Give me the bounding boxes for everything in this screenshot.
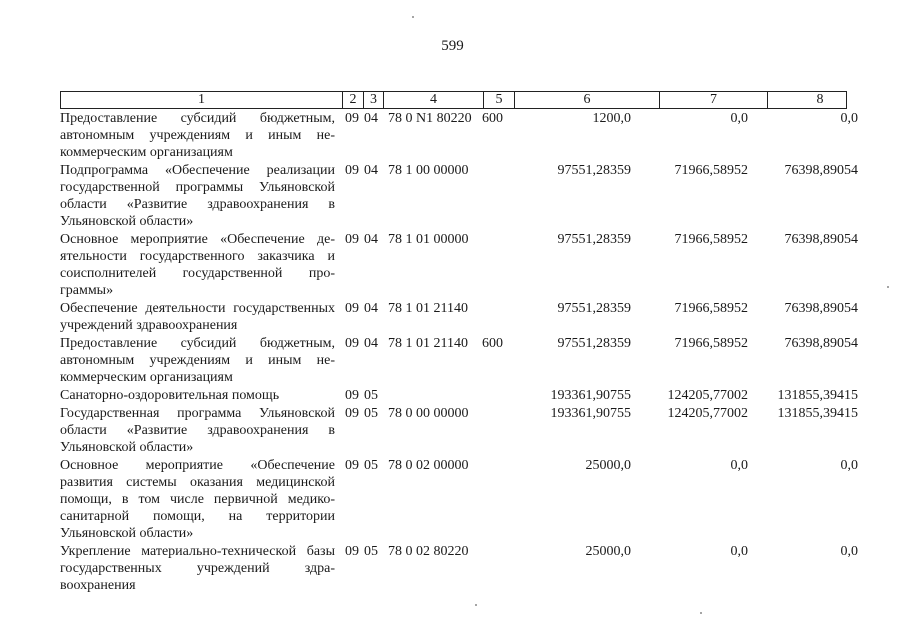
row-subsection: 05 — [364, 458, 378, 473]
header-cell-3: 3 — [363, 92, 383, 108]
row-amount-1: 25000,0 — [585, 544, 631, 559]
row-section: 09 — [345, 458, 359, 473]
row-amount-2: 0,0 — [730, 458, 748, 473]
row-amount-3: 76398,89054 — [784, 163, 858, 178]
row-expense-type: 600 — [482, 336, 503, 351]
row-section: 09 — [345, 388, 359, 403]
scan-speck — [700, 612, 702, 614]
row-amount-3: 131855,39415 — [777, 388, 858, 403]
row-name: Обеспечение деятельности государственных учреждений здравоохранения — [60, 301, 335, 333]
row-target-code: 78 0 02 80220 — [388, 544, 469, 559]
row-amount-2: 124205,77002 — [667, 406, 748, 421]
row-amount-2: 71966,58952 — [674, 232, 748, 247]
row-expense-type — [482, 404, 513, 456]
row-amount-1: 97551,28359 — [557, 301, 631, 316]
row-name: Подпрограмма «Обеспечение реализации государственной программы Ульяновской области «Развитие здравоохранения в Ульяновской области» — [60, 163, 335, 229]
row-amount-2: 71966,58952 — [674, 163, 748, 178]
row-amount-2: 0,0 — [730, 111, 748, 126]
row-expense-type: 600 — [482, 111, 503, 126]
row-name: Санаторно-оздоровительная помощь — [60, 388, 280, 403]
row-subsection: 05 — [364, 544, 378, 559]
row-target-code: 78 1 01 00000 — [388, 232, 469, 247]
row-target-code: 78 0 02 00000 — [388, 458, 469, 473]
row-amount-3: 131855,39415 — [777, 406, 858, 421]
row-section: 09 — [345, 544, 359, 559]
row-amount-2: 71966,58952 — [674, 336, 748, 351]
row-section: 09 — [345, 163, 359, 178]
row-name: Укрепление материально-технической базы государственных учреждений здравоохранения — [60, 544, 335, 593]
header-cell-2: 2 — [342, 92, 363, 108]
row-expense-type — [482, 386, 513, 404]
row-amount-1: 97551,28359 — [557, 163, 631, 178]
row-amount-3: 76398,89054 — [784, 301, 858, 316]
scan-speck — [887, 286, 889, 288]
row-amount-2: 71966,58952 — [674, 301, 748, 316]
row-expense-type — [482, 299, 513, 334]
row-name: Предоставление субсидий бюджетным, автономным учреждениям и иным некоммерческим организациям — [60, 336, 335, 385]
scan-speck — [412, 16, 414, 18]
row-name: Основное мероприятие «Обеспечение развития системы оказания медицинской помощи, в том числе первичной медико-санитарной помощи, на территории Ульяновской области» — [60, 458, 335, 541]
table-header — [60, 91, 847, 109]
row-amount-3: 76398,89054 — [784, 336, 858, 351]
row-subsection: 05 — [364, 388, 378, 403]
header-cell-5: 5 — [483, 92, 514, 108]
row-amount-1: 97551,28359 — [557, 232, 631, 247]
row-target-code: 78 1 01 21140 — [388, 301, 468, 316]
row-subsection: 04 — [364, 111, 378, 126]
row-amount-3: 0,0 — [840, 111, 858, 126]
row-amount-1: 25000,0 — [585, 458, 631, 473]
row-subsection: 04 — [364, 301, 378, 316]
page-number: 599 — [441, 38, 464, 54]
row-amount-3: 0,0 — [840, 458, 858, 473]
row-amount-1: 1200,0 — [592, 111, 631, 126]
header-cell-1: 1 — [198, 92, 205, 107]
row-section: 09 — [345, 111, 359, 126]
row-subsection: 04 — [364, 232, 378, 247]
row-target-code — [382, 386, 482, 404]
header-cell-6: 6 — [514, 92, 659, 108]
row-amount-3: 76398,89054 — [784, 232, 858, 247]
row-subsection: 04 — [364, 163, 378, 178]
row-target-code: 78 1 00 00000 — [388, 163, 469, 178]
row-expense-type — [482, 456, 513, 542]
budget-table — [60, 91, 858, 594]
row-amount-2: 0,0 — [730, 544, 748, 559]
header-cell-8: 8 — [767, 92, 872, 108]
row-amount-1: 193361,90755 — [550, 406, 631, 421]
row-expense-type — [482, 161, 513, 230]
row-amount-1: 97551,28359 — [557, 336, 631, 351]
row-section: 09 — [345, 301, 359, 316]
row-target-code: 78 0 N1 80220 — [388, 111, 472, 126]
row-section: 09 — [345, 336, 359, 351]
row-subsection: 04 — [364, 336, 378, 351]
table-body — [60, 109, 858, 594]
row-name: Основное мероприятие «Обеспечение деятельности государственного заказчика и соисполнителей государственной программы» — [60, 232, 335, 298]
row-expense-type — [482, 230, 513, 299]
scan-speck — [475, 604, 477, 606]
row-subsection: 05 — [364, 406, 378, 421]
row-name: Предоставление субсидий бюджетным, автономным учреждениям и иным некоммерческим организациям — [60, 111, 335, 160]
row-section: 09 — [345, 406, 359, 421]
row-expense-type — [482, 542, 513, 594]
row-name: Государственная программа Ульяновской области «Развитие здравоохранения в Ульяновской области» — [60, 406, 335, 455]
row-target-code: 78 1 01 21140 — [388, 336, 468, 351]
row-section: 09 — [345, 232, 359, 247]
row-amount-3: 0,0 — [840, 544, 858, 559]
header-cell-4: 4 — [383, 92, 483, 108]
row-target-code: 78 0 00 00000 — [388, 406, 469, 421]
header-cell-7: 7 — [659, 92, 767, 108]
row-amount-2: 124205,77002 — [667, 388, 748, 403]
row-amount-1: 193361,90755 — [550, 388, 631, 403]
